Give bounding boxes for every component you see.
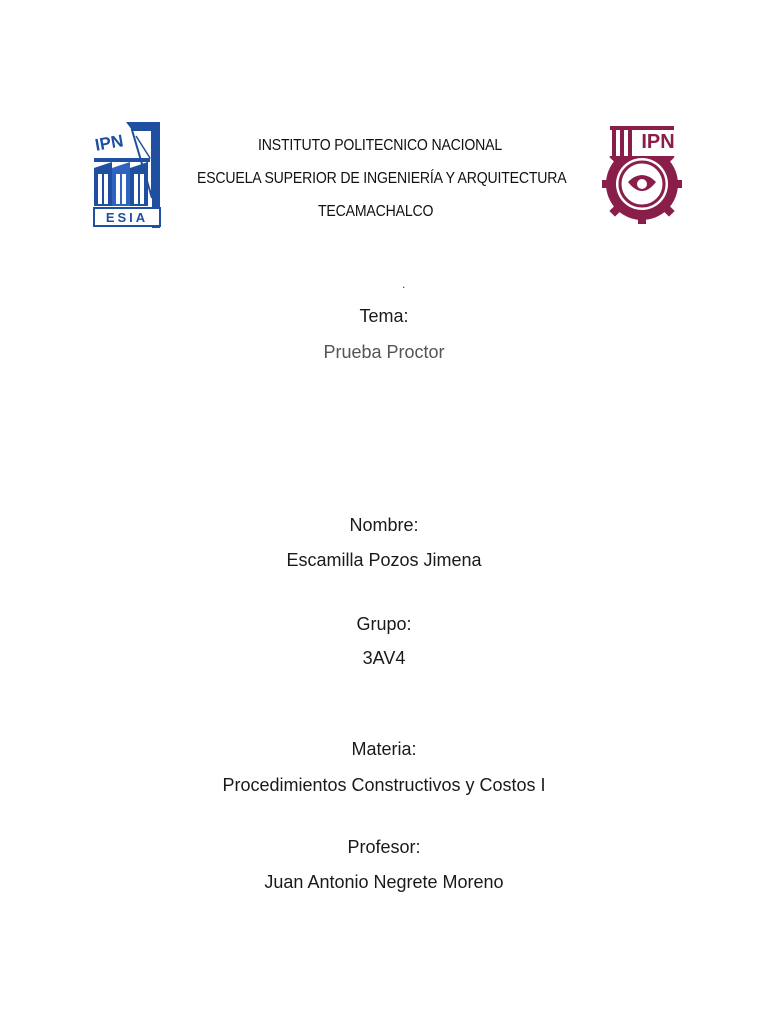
nombre-value: Escamilla Pozos Jimena xyxy=(286,550,482,570)
institute-name: INSTITUTO POLITECNICO NACIONAL xyxy=(258,137,503,154)
logo-left-esia-text: ESIA xyxy=(105,210,149,225)
materia-label: Materia: xyxy=(351,739,417,759)
school-name: ESCUELA SUPERIOR DE INGENIERÍA Y ARQUITECTURA xyxy=(197,170,567,187)
logo-right-ipn-text: IPN xyxy=(641,131,675,153)
materia-value: Procedimientos Constructivos y Costos I xyxy=(222,775,546,795)
tema-label: Tema: xyxy=(359,306,409,326)
separator-dot: . xyxy=(402,277,406,291)
logo-left-ipn-text: IPN xyxy=(93,131,125,155)
grupo-label: Grupo: xyxy=(356,614,412,634)
campus-name: TECAMACHALCO xyxy=(318,203,434,220)
ipn-logo xyxy=(602,120,682,238)
esia-logo xyxy=(92,118,162,228)
profesor-label: Profesor: xyxy=(347,837,421,857)
grupo-value: 3AV4 xyxy=(362,648,406,668)
tema-value: Prueba Proctor xyxy=(323,342,445,362)
profesor-value: Juan Antonio Negrete Moreno xyxy=(264,872,504,892)
nombre-label: Nombre: xyxy=(349,515,419,535)
